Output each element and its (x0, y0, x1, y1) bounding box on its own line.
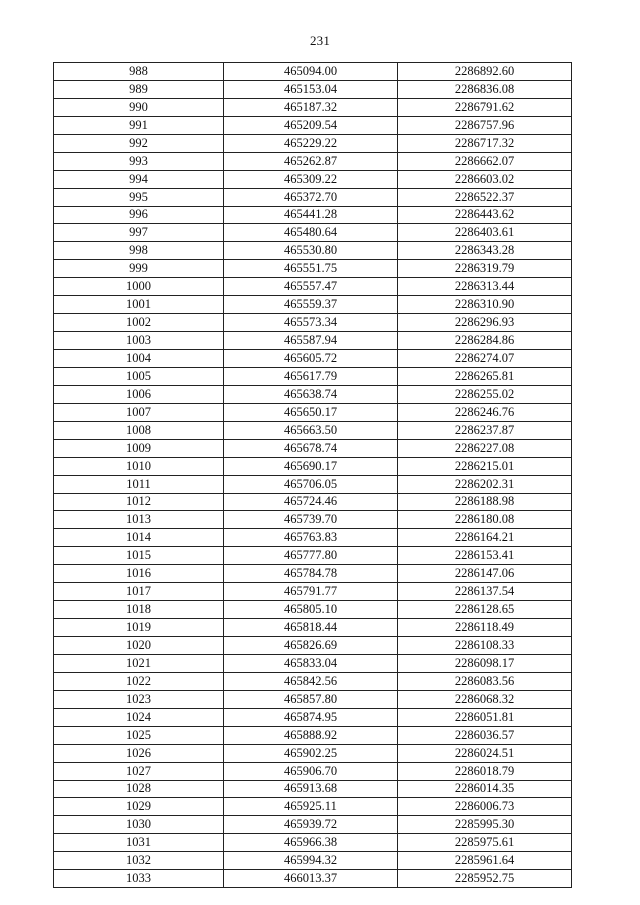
table-row (54, 780, 572, 798)
point-number-cell: 1014 (54, 529, 224, 547)
x-coordinate-cell: 465818.44 (224, 619, 398, 637)
point-number-cell: 1017 (54, 583, 224, 601)
x-coordinate-cell: 465441.28 (224, 206, 398, 224)
table-row (54, 296, 572, 314)
table-row (54, 547, 572, 565)
y-coordinate-cell: 2286083.56 (398, 672, 572, 690)
y-coordinate-cell: 2286310.90 (398, 296, 572, 314)
x-coordinate-cell: 465638.74 (224, 385, 398, 403)
y-coordinate-cell: 2286024.51 (398, 744, 572, 762)
point-number-cell: 1001 (54, 296, 224, 314)
x-coordinate-cell: 465229.22 (224, 134, 398, 152)
y-coordinate-cell: 2286246.76 (398, 403, 572, 421)
point-number-cell: 993 (54, 152, 224, 170)
table-row (54, 314, 572, 332)
x-coordinate-cell: 465857.80 (224, 690, 398, 708)
point-number-cell: 1010 (54, 457, 224, 475)
table-row (54, 744, 572, 762)
point-number-cell: 991 (54, 116, 224, 134)
y-coordinate-cell: 2286265.81 (398, 367, 572, 385)
table-row (54, 762, 572, 780)
x-coordinate-cell: 465784.78 (224, 565, 398, 583)
point-number-cell: 1018 (54, 601, 224, 619)
y-coordinate-cell: 2286603.02 (398, 170, 572, 188)
y-coordinate-cell: 2286014.35 (398, 780, 572, 798)
point-number-cell: 1011 (54, 475, 224, 493)
table-row (54, 583, 572, 601)
x-coordinate-cell: 465739.70 (224, 511, 398, 529)
page-number: 231 (309, 33, 331, 48)
x-coordinate-cell: 466013.37 (224, 870, 398, 888)
table-row (54, 798, 572, 816)
y-coordinate-cell: 2286313.44 (398, 278, 572, 296)
x-coordinate-cell: 465678.74 (224, 439, 398, 457)
point-number-cell: 1026 (54, 744, 224, 762)
point-number-cell: 1004 (54, 350, 224, 368)
point-number-cell: 1033 (54, 870, 224, 888)
x-coordinate-cell: 465777.80 (224, 547, 398, 565)
x-coordinate-cell: 465966.38 (224, 834, 398, 852)
x-coordinate-cell: 465587.94 (224, 332, 398, 350)
point-number-cell: 1022 (54, 672, 224, 690)
table-row (54, 601, 572, 619)
x-coordinate-cell: 465888.92 (224, 726, 398, 744)
table-row (54, 367, 572, 385)
y-coordinate-cell: 2286118.49 (398, 619, 572, 637)
table-row (54, 816, 572, 834)
table-row (54, 242, 572, 260)
y-coordinate-cell: 2286006.73 (398, 798, 572, 816)
x-coordinate-cell: 465372.70 (224, 188, 398, 206)
x-coordinate-cell: 465309.22 (224, 170, 398, 188)
point-number-cell: 1003 (54, 332, 224, 350)
y-coordinate-cell: 2286836.08 (398, 80, 572, 98)
y-coordinate-cell: 2286443.62 (398, 206, 572, 224)
y-coordinate-cell: 2286128.65 (398, 601, 572, 619)
point-number-cell: 995 (54, 188, 224, 206)
point-number-cell: 1012 (54, 493, 224, 511)
y-coordinate-cell: 2286068.32 (398, 690, 572, 708)
y-coordinate-cell: 2285961.64 (398, 852, 572, 870)
point-number-cell: 998 (54, 242, 224, 260)
x-coordinate-cell: 465153.04 (224, 80, 398, 98)
y-coordinate-cell: 2286215.01 (398, 457, 572, 475)
y-coordinate-cell: 2286274.07 (398, 350, 572, 368)
y-coordinate-cell: 2286227.08 (398, 439, 572, 457)
table-row (54, 457, 572, 475)
table-row (54, 206, 572, 224)
table-row (54, 511, 572, 529)
table-row (54, 224, 572, 242)
x-coordinate-cell: 465690.17 (224, 457, 398, 475)
x-coordinate-cell: 465262.87 (224, 152, 398, 170)
table-row (54, 421, 572, 439)
y-coordinate-cell: 2286202.31 (398, 475, 572, 493)
point-number-cell: 1005 (54, 367, 224, 385)
table-row (54, 654, 572, 672)
y-coordinate-cell: 2286892.60 (398, 63, 572, 81)
table-row (54, 529, 572, 547)
point-number-cell: 1020 (54, 637, 224, 655)
table-row (54, 116, 572, 134)
y-coordinate-cell: 2286164.21 (398, 529, 572, 547)
x-coordinate-cell: 465763.83 (224, 529, 398, 547)
point-number-cell: 1008 (54, 421, 224, 439)
x-coordinate-cell: 465187.32 (224, 98, 398, 116)
point-number-cell: 1023 (54, 690, 224, 708)
table-row (54, 672, 572, 690)
x-coordinate-cell: 465874.95 (224, 708, 398, 726)
point-number-cell: 996 (54, 206, 224, 224)
table-row (54, 475, 572, 493)
point-number-cell: 997 (54, 224, 224, 242)
y-coordinate-cell: 2286522.37 (398, 188, 572, 206)
y-coordinate-cell: 2285975.61 (398, 834, 572, 852)
coordinates-table-body (54, 63, 572, 888)
point-number-cell: 1007 (54, 403, 224, 421)
point-number-cell: 1009 (54, 439, 224, 457)
table-row (54, 565, 572, 583)
point-number-cell: 992 (54, 134, 224, 152)
point-number-cell: 990 (54, 98, 224, 116)
table-row (54, 493, 572, 511)
y-coordinate-cell: 2286255.02 (398, 385, 572, 403)
x-coordinate-cell: 465826.69 (224, 637, 398, 655)
x-coordinate-cell: 465805.10 (224, 601, 398, 619)
y-coordinate-cell: 2286284.86 (398, 332, 572, 350)
y-coordinate-cell: 2286791.62 (398, 98, 572, 116)
point-number-cell: 1021 (54, 654, 224, 672)
point-number-cell: 1025 (54, 726, 224, 744)
x-coordinate-cell: 465559.37 (224, 296, 398, 314)
point-number-cell: 1024 (54, 708, 224, 726)
table-row (54, 332, 572, 350)
x-coordinate-cell: 465557.47 (224, 278, 398, 296)
point-number-cell: 1002 (54, 314, 224, 332)
x-coordinate-cell: 465913.68 (224, 780, 398, 798)
coordinates-table (53, 62, 572, 888)
y-coordinate-cell: 2286717.32 (398, 134, 572, 152)
table-row (54, 690, 572, 708)
y-coordinate-cell: 2285952.75 (398, 870, 572, 888)
y-coordinate-cell: 2286098.17 (398, 654, 572, 672)
table-row (54, 708, 572, 726)
point-number-cell: 1028 (54, 780, 224, 798)
y-coordinate-cell: 2286180.08 (398, 511, 572, 529)
table-row (54, 350, 572, 368)
table-row (54, 80, 572, 98)
point-number-cell: 1015 (54, 547, 224, 565)
table-row (54, 870, 572, 888)
table-row (54, 619, 572, 637)
x-coordinate-cell: 465791.77 (224, 583, 398, 601)
point-number-cell: 1032 (54, 852, 224, 870)
y-coordinate-cell: 2286237.87 (398, 421, 572, 439)
y-coordinate-cell: 2286108.33 (398, 637, 572, 655)
point-number-cell: 1031 (54, 834, 224, 852)
x-coordinate-cell: 465551.75 (224, 260, 398, 278)
x-coordinate-cell: 465994.32 (224, 852, 398, 870)
x-coordinate-cell: 465617.79 (224, 367, 398, 385)
point-number-cell: 994 (54, 170, 224, 188)
table-row (54, 834, 572, 852)
y-coordinate-cell: 2286147.06 (398, 565, 572, 583)
y-coordinate-cell: 2286757.96 (398, 116, 572, 134)
table-row (54, 170, 572, 188)
point-number-cell: 1016 (54, 565, 224, 583)
point-number-cell: 989 (54, 80, 224, 98)
y-coordinate-cell: 2285995.30 (398, 816, 572, 834)
table-row (54, 260, 572, 278)
x-coordinate-cell: 465939.72 (224, 816, 398, 834)
point-number-cell: 1029 (54, 798, 224, 816)
y-coordinate-cell: 2286188.98 (398, 493, 572, 511)
point-number-cell: 1030 (54, 816, 224, 834)
point-number-cell: 1000 (54, 278, 224, 296)
table-row (54, 152, 572, 170)
x-coordinate-cell: 465925.11 (224, 798, 398, 816)
table-row (54, 188, 572, 206)
table-row (54, 278, 572, 296)
point-number-cell: 999 (54, 260, 224, 278)
x-coordinate-cell: 465663.50 (224, 421, 398, 439)
table-row (54, 385, 572, 403)
x-coordinate-cell: 465650.17 (224, 403, 398, 421)
x-coordinate-cell: 465094.00 (224, 63, 398, 81)
y-coordinate-cell: 2286343.28 (398, 242, 572, 260)
x-coordinate-cell: 465530.80 (224, 242, 398, 260)
table-row (54, 852, 572, 870)
y-coordinate-cell: 2286036.57 (398, 726, 572, 744)
x-coordinate-cell: 465706.05 (224, 475, 398, 493)
point-number-cell: 988 (54, 63, 224, 81)
y-coordinate-cell: 2286137.54 (398, 583, 572, 601)
y-coordinate-cell: 2286403.61 (398, 224, 572, 242)
x-coordinate-cell: 465209.54 (224, 116, 398, 134)
table-row (54, 403, 572, 421)
x-coordinate-cell: 465902.25 (224, 744, 398, 762)
y-coordinate-cell: 2286662.07 (398, 152, 572, 170)
table-row (54, 63, 572, 81)
y-coordinate-cell: 2286296.93 (398, 314, 572, 332)
point-number-cell: 1013 (54, 511, 224, 529)
y-coordinate-cell: 2286319.79 (398, 260, 572, 278)
table-row (54, 726, 572, 744)
y-coordinate-cell: 2286018.79 (398, 762, 572, 780)
table-row (54, 98, 572, 116)
x-coordinate-cell: 465480.64 (224, 224, 398, 242)
y-coordinate-cell: 2286051.81 (398, 708, 572, 726)
x-coordinate-cell: 465906.70 (224, 762, 398, 780)
x-coordinate-cell: 465605.72 (224, 350, 398, 368)
table-row (54, 134, 572, 152)
point-number-cell: 1019 (54, 619, 224, 637)
point-number-cell: 1006 (54, 385, 224, 403)
table-row (54, 637, 572, 655)
x-coordinate-cell: 465842.56 (224, 672, 398, 690)
table-row (54, 439, 572, 457)
point-number-cell: 1027 (54, 762, 224, 780)
x-coordinate-cell: 465573.34 (224, 314, 398, 332)
y-coordinate-cell: 2286153.41 (398, 547, 572, 565)
x-coordinate-cell: 465833.04 (224, 654, 398, 672)
x-coordinate-cell: 465724.46 (224, 493, 398, 511)
